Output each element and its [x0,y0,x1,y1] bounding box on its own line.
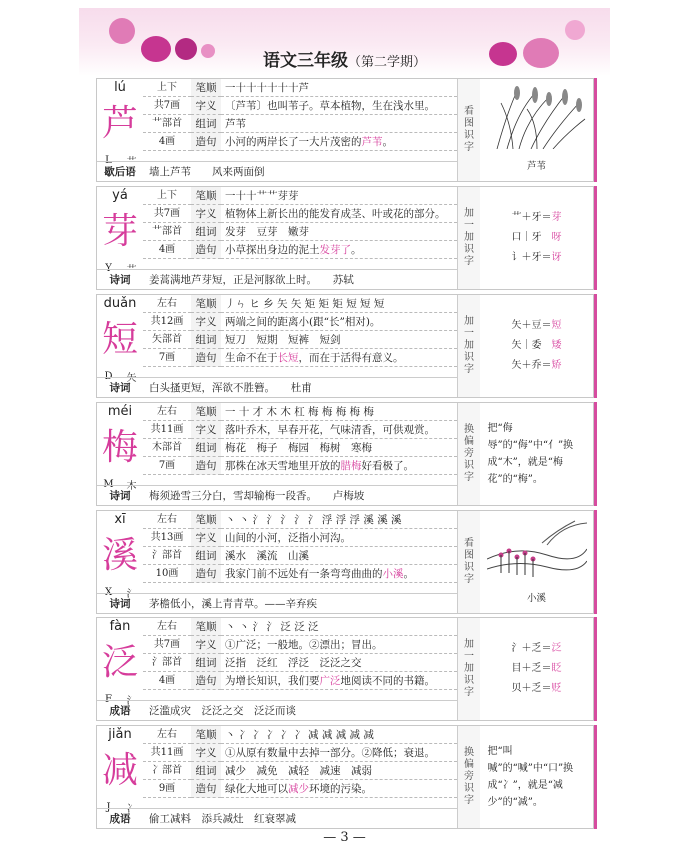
card-accent [594,78,597,182]
card-accent [594,186,597,290]
pinyin: xī [114,512,126,527]
structure: 上下 [143,187,191,205]
index-letter: F 氵 [105,693,137,707]
radical-strokes: 7画 [143,349,191,367]
meaning: 山间的小河，泛指小河沟。 [221,529,457,547]
character-card [96,725,594,829]
character-info [143,187,191,259]
side-label: 看 图 识 字 [458,511,480,613]
pinyin: jiǎn [108,727,132,742]
label-sentence: 造句 [191,133,221,151]
card-accent [594,725,597,829]
sentence: 为增长知识，我们要广泛地阅读不同的书籍。 [221,672,457,690]
field-values [221,79,457,151]
character-card [96,510,594,614]
words: 发芽 豆芽 嫩芽 [221,223,457,241]
stroke-order: 一十十艹艹芽芽 [221,187,457,205]
radical-swap-note: 把“侮辱”的“侮”中“亻”换成“木”，就是“梅花”的“梅”。 [487,423,574,485]
page-number: — 3 — [323,830,366,845]
pinyin: duǎn [103,296,137,311]
stroke-order: 丿ㄣ ヒ 乡 矢 矢 矩 矩 矩 短 短 短 [221,295,457,313]
bottom-row [97,485,457,505]
stroke-order: 丶 冫 冫 冫 冫 冫 减 减 减 减 减 [221,726,457,744]
label-meaning: 字义 [191,421,221,439]
learning-panel [480,187,593,289]
radical-strokes: 7画 [143,457,191,475]
field-labels [191,726,221,798]
label-sentence: 造句 [191,241,221,259]
bottom-row [97,377,457,397]
sentence: 那株在冰天雪地里开放的腊梅好看极了。 [221,457,457,475]
radical-swap-note: 把“叫喊”的“喊”中“口”换成“冫”，就是“减少”的“减”。 [487,746,574,808]
radical-label: 艹部首 [143,223,191,241]
label-sentence: 造句 [191,780,221,798]
side-label: 加 一 加 识 字 [458,295,480,397]
radical-label: 氵部首 [143,654,191,672]
field-values [221,295,457,367]
bottom-text: 姜蒿满地芦芽短，正是河豚欲上时。 苏轼 [149,274,354,286]
meaning: 落叶乔木，早春开花，气味清香，可供观赏。 [221,421,457,439]
sentence: 小河的两岸长了一大片茂密的芦苇。 [221,133,457,151]
bottom-text: 泛滥成灾 泛泛之交 泛泛而谈 [149,705,296,717]
index-letter: D 矢 [104,370,137,384]
bottom-label: 诗词 [109,490,131,502]
meaning: 〔芦苇〕也叫苇子。草本植物，生在浅水里。 [221,97,457,115]
words: 芦苇 [221,115,457,133]
radical-strokes: 9画 [143,780,191,798]
bottom-text: 偷工减料 添兵减灶 红衰翠减 [149,813,296,825]
bottom-row [97,700,457,720]
side-label: 加 一 加 识 字 [458,187,480,289]
structure: 左右 [143,618,191,636]
label-meaning: 字义 [191,97,221,115]
index-letter: M 木 [103,478,137,492]
character: 泛 [101,642,138,683]
bottom-text: 白头搔更短，浑欲不胜簪。 杜甫 [149,382,312,394]
radical-strokes: 4画 [143,133,191,151]
words: 减少 减免 减轻 减速 减弱 [221,762,457,780]
stroke-count: 共7画 [143,636,191,654]
meaning: ①广泛；一般地。②漂出；冒出。 [221,636,457,654]
character: 短 [101,319,138,360]
words: 梅花 梅子 梅园 梅树 寒梅 [221,439,457,457]
equation: 贝＋乏＝贬 [511,683,562,694]
structure: 左右 [143,511,191,529]
label-strokes: 笔顺 [191,79,221,97]
structure: 上下 [143,79,191,97]
meaning: ①从原有数量中去掉一部分。②降低；衰退。 [221,744,457,762]
field-values [221,618,457,690]
words: 溪水 溪流 山溪 [221,547,457,565]
sentence: 绿化大地可以减少环境的污染。 [221,780,457,798]
label-words: 组词 [191,223,221,241]
label-sentence: 造句 [191,349,221,367]
learning-panel [480,726,593,828]
bottom-text: 梅须逊雪三分白，雪却输梅一段香。 卢梅坡 [149,490,365,502]
bottom-row [97,808,457,828]
radical-label: 矢部首 [143,331,191,349]
sentence: 小草探出身边的泥土发芽了。 [221,241,457,259]
bottom-label: 诗词 [109,598,131,610]
radical-strokes: 10画 [143,565,191,583]
character-info [143,618,191,690]
character-info [143,79,191,151]
equation: 矢＋乔＝矫 [511,360,562,371]
field-values [221,403,457,475]
learning-panel [480,79,593,181]
field-labels [191,295,221,367]
field-labels [191,79,221,151]
character: 溪 [101,535,138,576]
character: 芽 [101,211,138,252]
bottom-label: 歇后语 [104,166,136,178]
character-info [143,295,191,367]
bottom-label: 成语 [109,705,131,717]
words: 泛指 泛红 浮泛 泛泛之交 [221,654,457,672]
structure: 左右 [143,403,191,421]
label-strokes: 笔顺 [191,511,221,529]
bottom-text: 茅檐低小，溪上青青草。——辛弃疾 [149,598,317,610]
equation: 口｜牙 呀 [511,232,562,243]
label-words: 组词 [191,547,221,565]
label-words: 组词 [191,331,221,349]
decoration-bubble [565,20,585,40]
words: 短刀 短期 短裤 短剑 [221,331,457,349]
radical-label: 木部首 [143,439,191,457]
index-letter: L 艹 [105,154,137,168]
equation: 氵＋乏＝泛 [511,643,562,654]
label-meaning: 字义 [191,636,221,654]
stroke-order: 丶 丶 氵 氵 氵 氵 氵 浮 浮 浮 溪 溪 溪 [221,511,457,529]
stroke-count: 共12画 [143,313,191,331]
field-values [221,511,457,583]
reed-illustration [487,83,587,149]
card-accent [594,402,597,506]
bottom-text: 墙上芦苇 风来两面倒 [149,166,265,178]
label-sentence: 造句 [191,672,221,690]
bottom-row [97,161,457,181]
stroke-count: 共7画 [143,205,191,223]
bottom-row [97,269,457,289]
field-labels [191,618,221,690]
field-values [221,187,457,259]
meaning: 两端之间的距离小(跟“长”相对)。 [221,313,457,331]
equation: 目＋乏＝眨 [511,663,562,674]
pinyin: méi [107,404,133,419]
index-letter: J 冫 [106,801,137,815]
card-accent [594,617,597,721]
label-strokes: 笔顺 [191,403,221,421]
equation: 艹＋牙＝芽 [511,212,562,223]
character-info [143,726,191,798]
sentence: 生命不在于长短，而在于活得有意义。 [221,349,457,367]
illustration [487,83,587,153]
decoration-bubble [109,18,135,44]
side-label: 换 偏 旁 识 字 [458,403,480,505]
label-meaning: 字义 [191,744,221,762]
radical-label: 冫部首 [143,762,191,780]
stream-illustration [487,515,587,581]
pinyin: fàn [109,619,131,634]
stroke-order: 一 十 才 木 木 杠 梅 梅 梅 梅 梅 [221,403,457,421]
field-values [221,726,457,798]
label-meaning: 字义 [191,529,221,547]
character-card [96,294,594,398]
radical-strokes: 4画 [143,672,191,690]
equation: 讠＋牙＝讶 [511,252,562,263]
stroke-count: 共11画 [143,421,191,439]
label-words: 组词 [191,439,221,457]
character: 芦 [101,103,138,144]
label-sentence: 造句 [191,457,221,475]
bottom-label: 成语 [109,813,131,825]
character-card [96,186,594,290]
label-meaning: 字义 [191,313,221,331]
character-info [143,403,191,475]
card-accent [594,510,597,614]
character-info [143,511,191,583]
label-words: 组词 [191,654,221,672]
index-letter: Y 艹 [105,262,137,276]
field-labels [191,403,221,475]
illustration-caption: 芦苇 [526,161,546,172]
illustration [487,515,587,585]
radical-label: 艹部首 [143,115,191,133]
side-label: 看 图 识 字 [458,79,480,181]
label-strokes: 笔顺 [191,618,221,636]
learning-panel [480,403,593,505]
bottom-label: 诗词 [109,274,131,286]
radical-strokes: 4画 [143,241,191,259]
field-labels [191,511,221,583]
field-labels [191,187,221,259]
stroke-count: 共13画 [143,529,191,547]
pinyin: yá [112,188,128,203]
equation: 矢＋豆＝短 [511,320,562,331]
illustration-caption: 小溪 [526,593,546,604]
label-words: 组词 [191,762,221,780]
label-strokes: 笔顺 [191,295,221,313]
index-letter: X 氵 [104,586,137,600]
side-label: 加 一 加 识 字 [458,618,480,720]
sentence: 我家门前不远处有一条弯弯曲曲的小溪。 [221,565,457,583]
learning-panel [480,618,593,720]
learning-panel [480,511,593,613]
structure: 左右 [143,726,191,744]
radical-label: 氵部首 [143,547,191,565]
character: 减 [101,750,138,791]
equation: 矢｜委 矮 [511,340,562,351]
bottom-row [97,593,457,613]
bottom-label: 诗词 [109,382,131,394]
character-card [96,402,594,506]
label-strokes: 笔顺 [191,187,221,205]
pinyin: lú [114,80,126,95]
card-accent [594,294,597,398]
stroke-order: 一十十十十十十芦 [221,79,457,97]
structure: 左右 [143,295,191,313]
stroke-count: 共11画 [143,744,191,762]
side-label: 换 偏 旁 识 字 [458,726,480,828]
page-header [79,8,610,80]
stroke-count: 共7画 [143,97,191,115]
label-strokes: 笔顺 [191,726,221,744]
meaning: 植物体上新长出的能发育成茎、叶或花的部分。 [221,205,457,223]
label-sentence: 造句 [191,565,221,583]
character: 梅 [101,427,138,468]
page-title: 语文三年级（第二学期） [262,51,426,71]
label-words: 组词 [191,115,221,133]
character-card [96,78,594,182]
learning-panel [480,295,593,397]
label-meaning: 字义 [191,205,221,223]
stroke-order: 丶 丶 氵 氵 泛 泛 泛 [221,618,457,636]
character-card [96,617,594,721]
